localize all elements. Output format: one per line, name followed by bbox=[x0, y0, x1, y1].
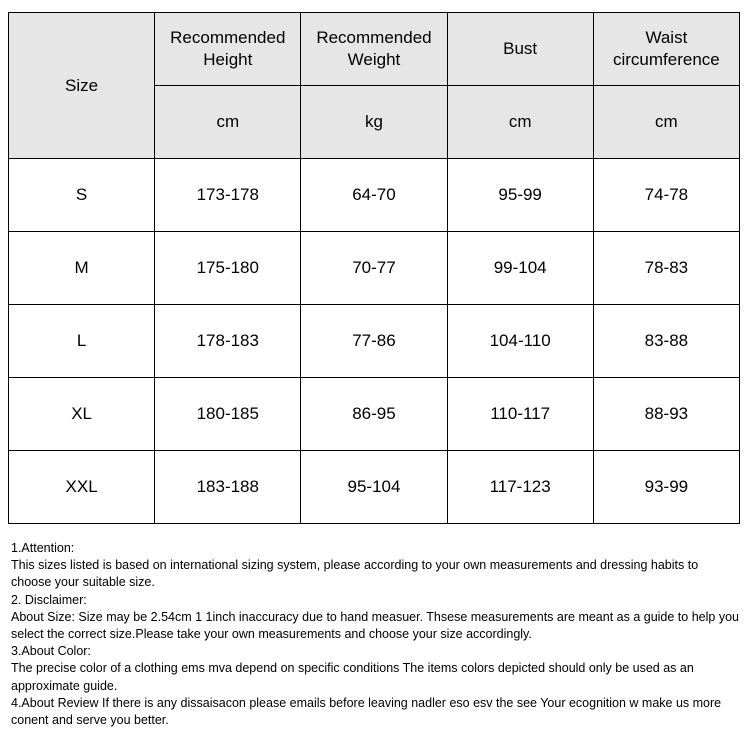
size-cell: XXL bbox=[9, 451, 155, 524]
weight-cell: 64-70 bbox=[301, 159, 447, 232]
table-row bbox=[9, 451, 740, 524]
bust-unit: cm bbox=[447, 86, 593, 159]
notes-section bbox=[11, 540, 739, 729]
table-row bbox=[9, 159, 740, 232]
bust-cell: 117-123 bbox=[447, 451, 593, 524]
waist-cell: 88-93 bbox=[593, 378, 739, 451]
size-chart-table bbox=[8, 12, 740, 524]
note-attention-heading: 1.Attention: bbox=[11, 541, 75, 555]
size-cell: M bbox=[9, 232, 155, 305]
waist-cell: 83-88 bbox=[593, 305, 739, 378]
note-color-heading: 3.About Color: bbox=[11, 644, 91, 659]
waist-cell: 93-99 bbox=[593, 451, 739, 524]
table-row bbox=[9, 305, 740, 378]
size-cell: S bbox=[9, 159, 155, 232]
size-cell: L bbox=[9, 305, 155, 378]
height-cell: 180-185 bbox=[155, 378, 301, 451]
weight-cell: 86-95 bbox=[301, 378, 447, 451]
bust-cell: 99-104 bbox=[447, 232, 593, 305]
size-header: Size bbox=[9, 13, 155, 159]
note-review-text: 4.About Review If there is any dissaisacon please emails before leaving nadler eso esv the see Your ecognition w make us more conent and serve you better. bbox=[11, 695, 722, 728]
table-row bbox=[9, 232, 740, 305]
header-title-row bbox=[9, 13, 740, 86]
bust-cell: 104-110 bbox=[447, 305, 593, 378]
weight-cell: 77-86 bbox=[301, 305, 447, 378]
height-header: Recommended Height bbox=[155, 13, 301, 86]
height-cell: 173-178 bbox=[155, 159, 301, 232]
weight-header: Recommended Weight bbox=[301, 13, 447, 86]
height-unit: cm bbox=[155, 86, 301, 159]
bust-cell: 110-117 bbox=[447, 378, 593, 451]
waist-header: Waist circumference bbox=[593, 13, 739, 86]
table-row bbox=[9, 378, 740, 451]
note-color-text: The precise color of a clothing ems mva depend on specific conditions The items colors depicted should only be used as an approximate guide. bbox=[11, 661, 694, 693]
height-cell: 175-180 bbox=[155, 232, 301, 305]
weight-cell: 70-77 bbox=[301, 232, 447, 305]
waist-unit: cm bbox=[593, 86, 739, 159]
weight-cell: 95-104 bbox=[301, 451, 447, 524]
note-disclaimer-heading: 2. Disclaimer: bbox=[11, 592, 87, 607]
bust-header: Bust bbox=[447, 13, 593, 86]
bust-cell: 95-99 bbox=[447, 159, 593, 232]
waist-cell: 78-83 bbox=[593, 232, 739, 305]
note-attention-text: This sizes listed is based on international sizing system, please according to your own measurements and dressing habits to choose your suitable size. bbox=[11, 558, 699, 590]
height-cell: 183-188 bbox=[155, 451, 301, 524]
height-cell: 178-183 bbox=[155, 305, 301, 378]
note-disclaimer-text: About Size: Size may be 2.54cm 1 1inch inaccuracy due to hand measuer. Thsese measurements are meant as a guide to help you select the correct size.Please take your own measurements and choose your size accordingly. bbox=[11, 609, 739, 642]
waist-cell: 74-78 bbox=[593, 159, 739, 232]
weight-unit: kg bbox=[301, 86, 447, 159]
size-cell: XL bbox=[9, 378, 155, 451]
